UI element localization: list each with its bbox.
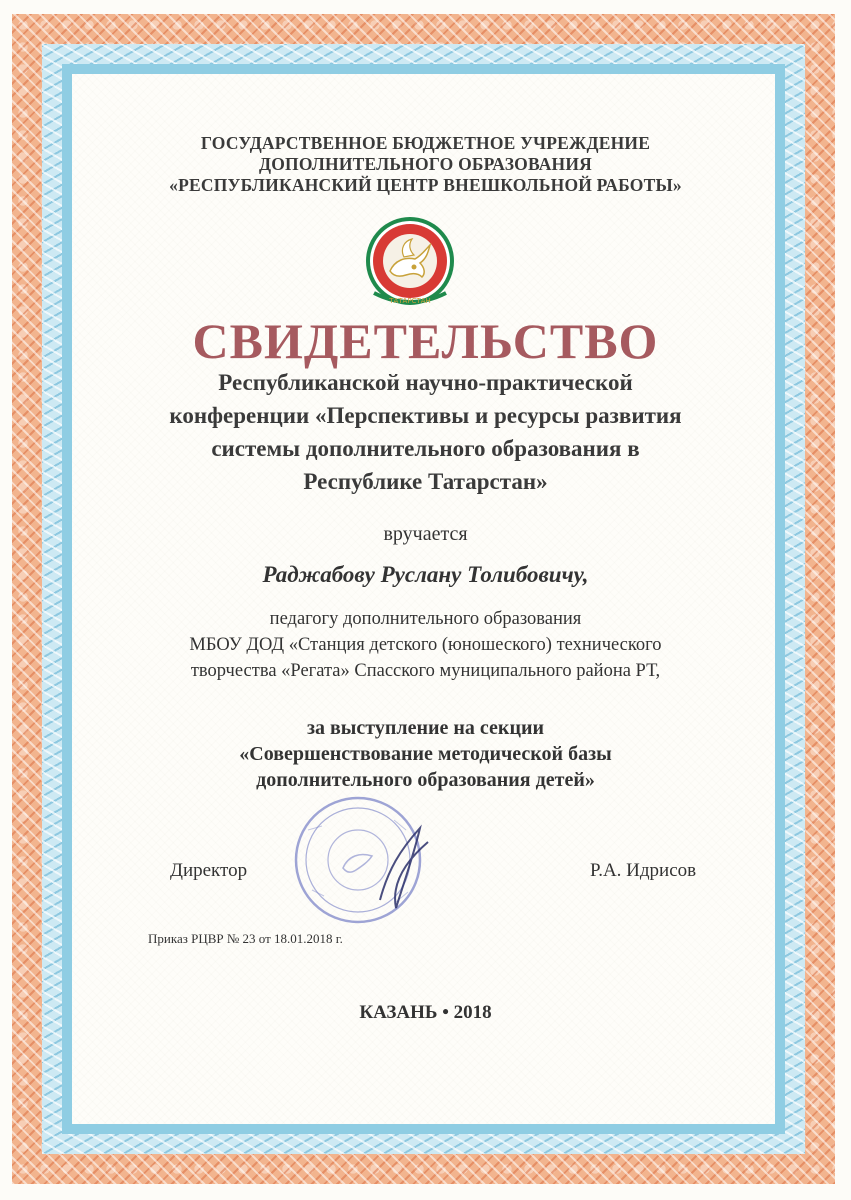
- conference-line-1: Республиканской научно-практической: [218, 370, 633, 395]
- tatarstan-emblem-icon: [360, 215, 460, 309]
- official-stamp-icon: [288, 790, 438, 930]
- svg-text:ТАТАРСТАН: ТАТАРСТАН: [389, 297, 431, 305]
- reason-line-2: «Совершенствование методической базы: [239, 743, 612, 765]
- organization-line-3: «РЕСПУБЛИКАНСКИЙ ЦЕНТР ВНЕШКОЛЬНОЙ РАБОТЫ»: [169, 175, 682, 195]
- position-line-1: педагогу дополнительного образования: [269, 609, 582, 629]
- conference-line-2: конференции «Перспективы и ресурсы развития: [169, 403, 682, 428]
- city-year: КАЗАНЬ • 2018: [359, 1002, 492, 1023]
- conference-line-3: системы дополнительного образования в: [211, 436, 640, 461]
- reason-line-3: дополнительного образования детей»: [256, 769, 595, 791]
- conference-name: [0, 366, 851, 498]
- presented-to-label: вручается: [383, 523, 468, 545]
- reason-line-1: за выступление на секции: [306, 717, 545, 739]
- position-line-2: МБОУ ДОД «Станция детского (юношеского) технического: [189, 635, 662, 655]
- director-title: Директор: [170, 860, 248, 881]
- recipient-name: Раджабову Руслану Толибовичу,: [262, 562, 589, 587]
- conference-line-4: Республике Татарстан»: [303, 469, 548, 494]
- position-line-3: творчества «Регата» Спасского муниципального района РТ,: [190, 661, 661, 681]
- director-name: Р.А. Идрисов: [590, 860, 697, 881]
- certificate-title: СВИДЕТЕЛЬСТВО: [192, 313, 659, 369]
- award-reason: [0, 715, 851, 793]
- organization-name: [0, 133, 851, 196]
- order-reference: Приказ РЦВР № 23 от 18.01.2018 г.: [148, 931, 343, 946]
- recipient-position: [0, 606, 851, 684]
- organization-line-2: ДОПОЛНИТЕЛЬНОГО ОБРАЗОВАНИЯ: [258, 154, 593, 174]
- organization-line-1: ГОСУДАРСТВЕННОЕ БЮДЖЕТНОЕ УЧРЕЖДЕНИЕ: [200, 133, 651, 153]
